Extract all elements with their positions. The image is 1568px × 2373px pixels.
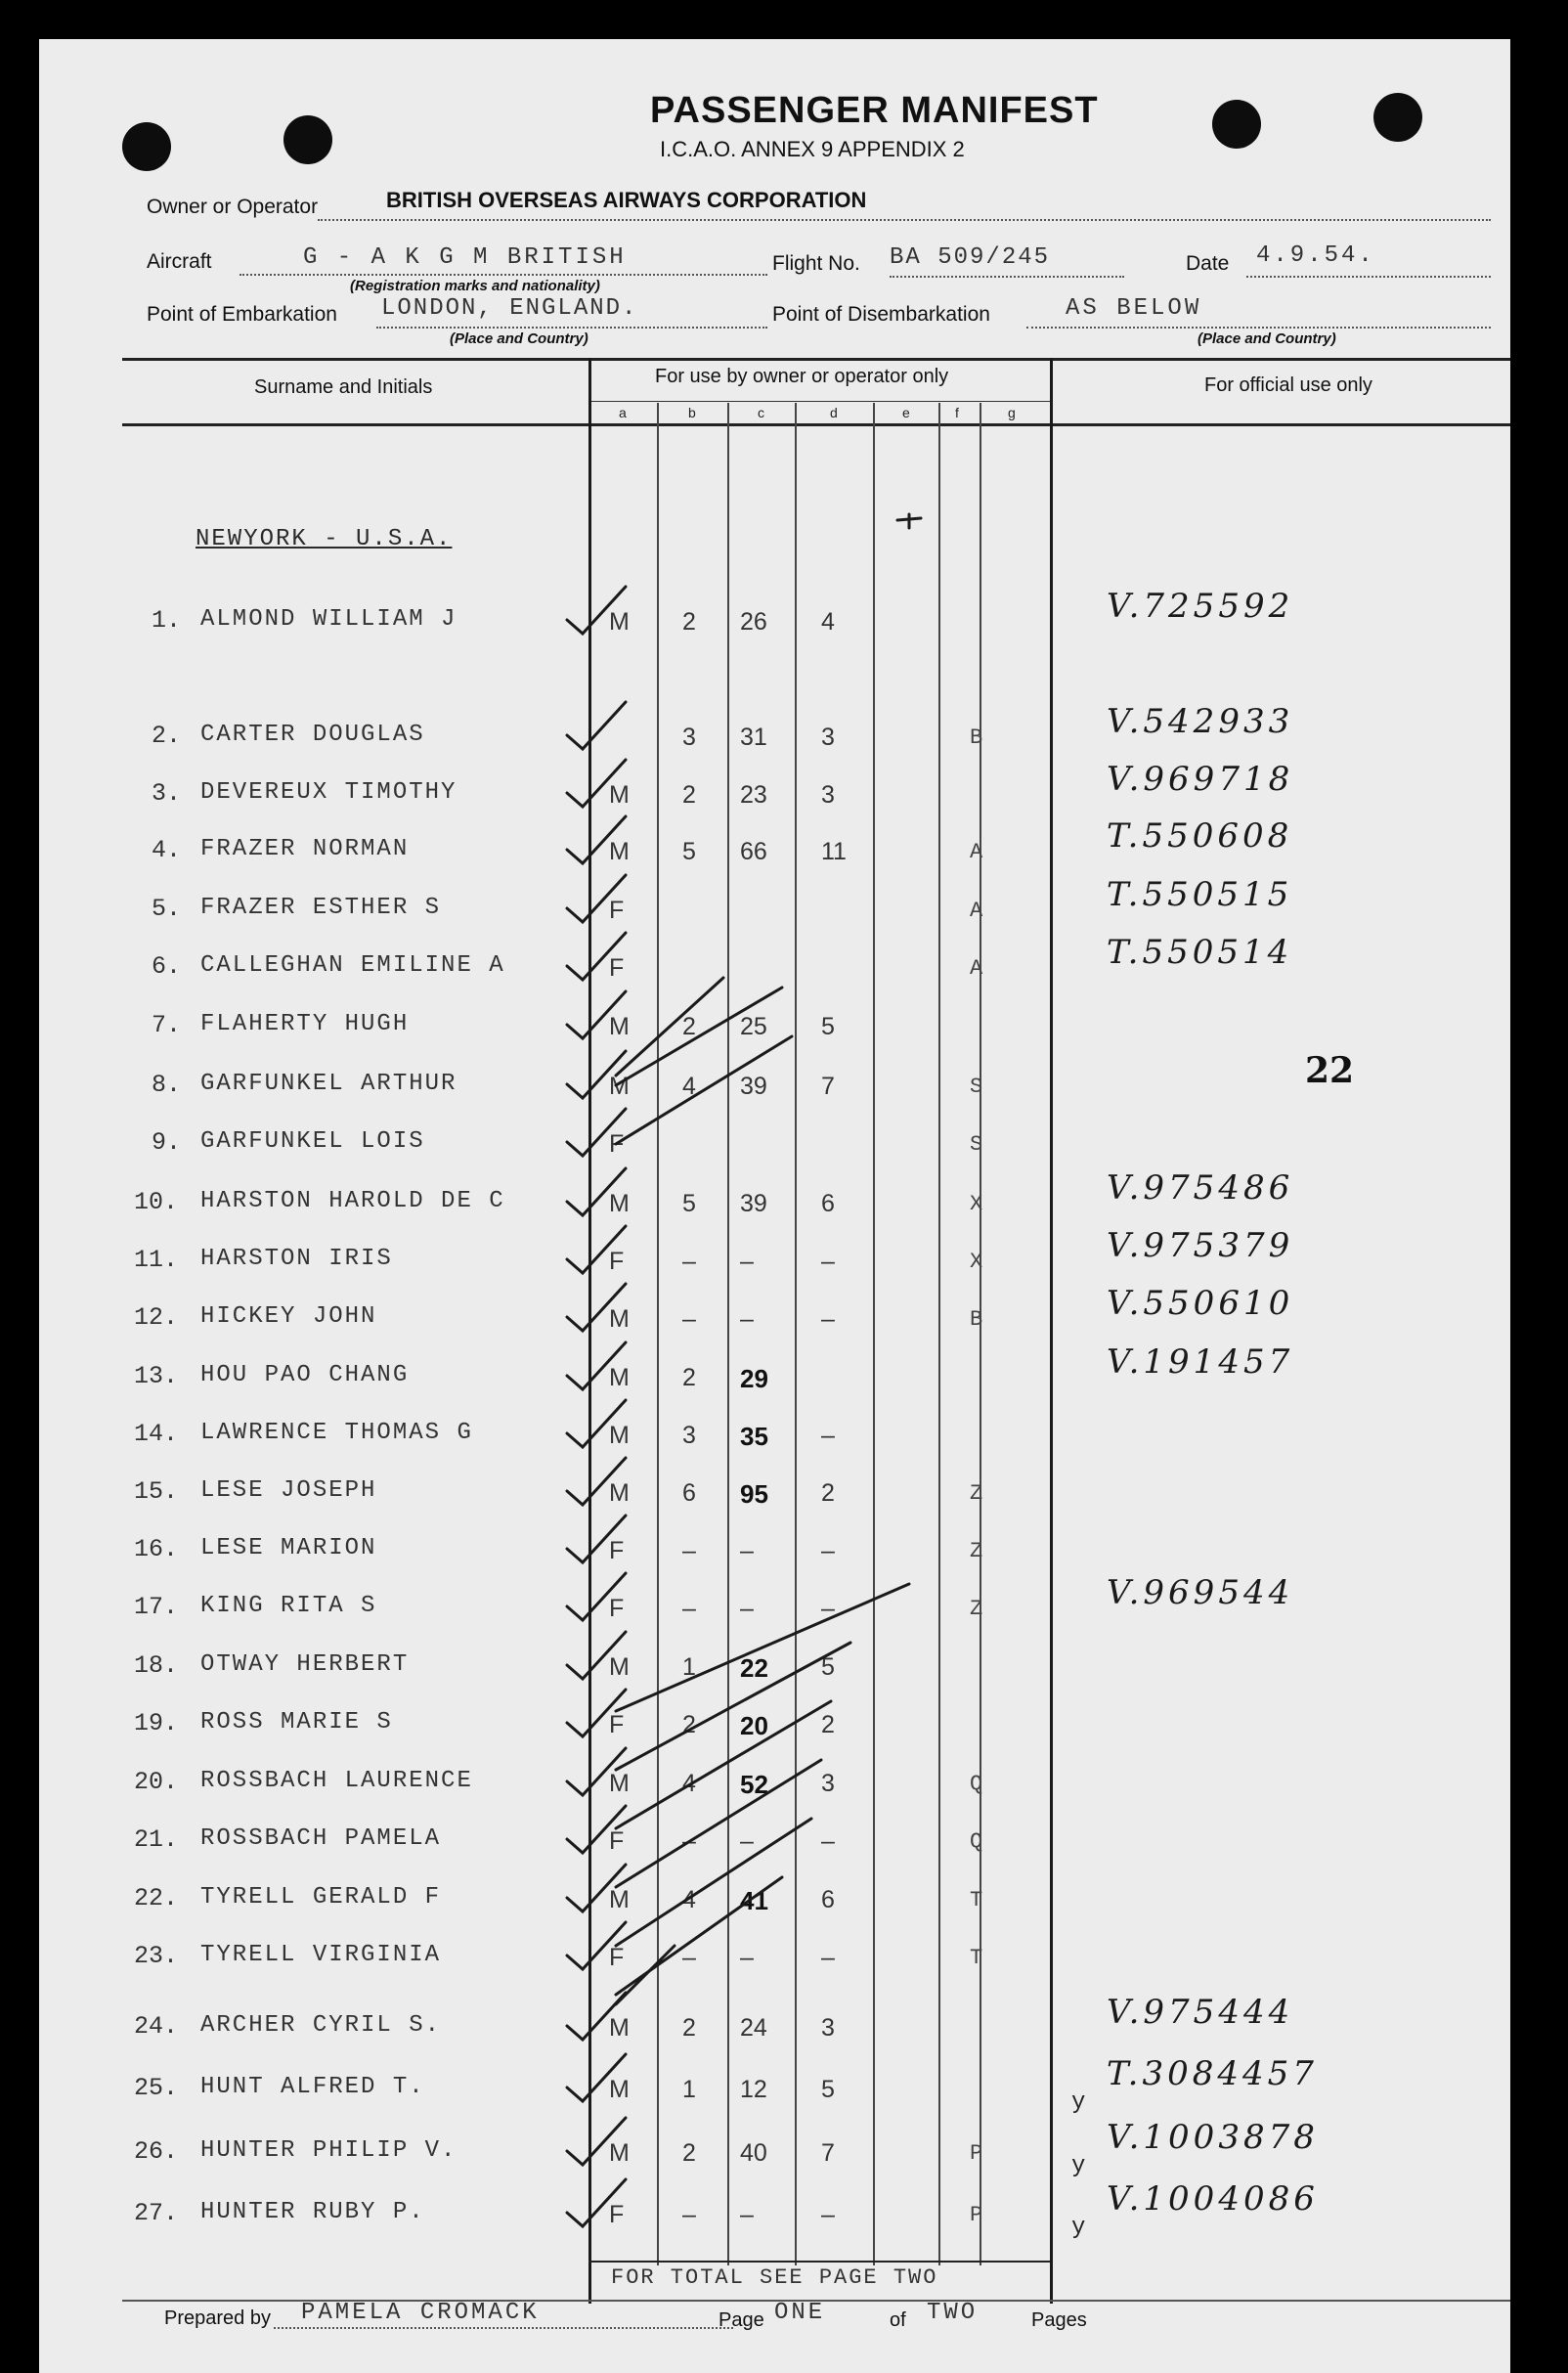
col-g-cell: y [1071,2089,1086,2116]
check-mark [567,2054,626,2101]
passenger-name: KING RITA S [200,1593,377,1619]
row-number: 19. [134,1709,179,1737]
of-value: TWO [927,2300,979,2326]
sex-cell: M [609,781,630,809]
col-f-cell: Z [970,1597,983,1621]
age-cell: 22 [740,1653,768,1683]
official-number: V.975486 [1107,1168,1294,1208]
col-f-cell: S [970,1132,983,1157]
sex-cell: M [609,2139,630,2167]
passenger-name: LESE MARION [200,1535,377,1561]
col-f-cell: Q [970,1772,983,1796]
official-number: V.550610 [1107,1284,1294,1323]
of-label: of [890,2309,906,2331]
passenger-name: HUNTER RUBY P. [200,2199,425,2225]
sex-cell: M [609,1305,630,1333]
row-number: 23. [134,1942,179,1970]
row-number: 3. [152,779,182,808]
col-b-cell: 3 [682,1422,696,1449]
col-f-cell: P [970,2203,983,2227]
check-mark [567,1632,626,1679]
col-f-cell: A [970,899,983,923]
col-d-cell: 7 [821,1073,835,1100]
page-stamp-number: 22 [1305,1050,1355,1091]
col-f-cell: T [970,1946,983,1970]
check-mark [567,1690,626,1736]
manifest-page [39,39,1510,2373]
total-note: FOR TOTAL SEE PAGE TWO [611,2265,938,2290]
passenger-name: FRAZER ESTHER S [200,895,442,921]
sex-cell: F [609,1944,625,1971]
passenger-name: HARSTON HAROLD DE C [200,1188,505,1214]
age-cell: – [740,1944,754,1971]
col-b-cell: – [682,1595,696,1622]
passenger-name: FLAHERTY HUGH [200,1011,410,1037]
col-b-cell: 6 [682,1479,696,1507]
col-b-cell: 2 [682,781,696,809]
row-number: 22. [134,1884,179,1912]
col-f-cell: X [970,1192,983,1216]
sex-cell: F [609,954,625,982]
col-b-cell: 1 [682,2076,696,2103]
col-d-cell: 3 [821,1770,835,1797]
passenger-name: TYRELL VIRGINIA [200,1942,442,1968]
col-d-cell: – [821,1537,835,1564]
col-d-cell: 6 [821,1190,835,1217]
col-b-cell: – [682,1537,696,1564]
age-cell: – [740,1305,754,1333]
official-number: V.1004086 [1107,2179,1319,2219]
passenger-name: LESE JOSEPH [200,1477,377,1504]
age-cell: 41 [740,1886,768,1915]
column-header-a: a [619,405,627,420]
passenger-name: CALLEGHAN EMILINE A [200,952,505,979]
row-number: 11. [134,1246,179,1274]
col-f-cell: P [970,2141,983,2166]
col-b-cell: 2 [682,2139,696,2167]
col-f-cell: Q [970,1829,983,1854]
official-header: For official use only [1204,374,1372,396]
sex-cell: M [609,1190,630,1217]
flight-label: Flight No. [772,252,860,275]
check-mark [567,1516,626,1562]
sex-cell: F [609,1248,625,1275]
check-mark [616,988,782,1085]
disembarkation-note: (Place and Country) [1198,330,1336,347]
owner-value: BRITISH OVERSEAS AIRWAYS CORPORATION [386,188,867,212]
age-cell: 26 [740,608,767,636]
sex-cell: M [609,1479,630,1507]
col-d-cell: – [821,1595,835,1622]
sex-cell: M [609,1013,630,1040]
check-mark [616,1760,821,1887]
col-g-cell: y [1071,2153,1086,2179]
row-number: 26. [134,2137,179,2166]
row-number: 21. [134,1825,179,1854]
col-f-cell: A [970,840,983,864]
row-number: 24. [134,2012,179,2041]
col-b-cell: 5 [682,838,696,865]
age-cell: – [740,1827,754,1855]
age-cell: – [740,2201,754,2228]
age-cell: 31 [740,724,767,751]
official-number: V.725592 [1107,587,1294,626]
check-mark [616,978,723,1076]
col-d-cell: 5 [821,1013,835,1040]
col-d-cell: – [821,1944,835,1971]
pages-label: Pages [1031,2309,1087,2331]
column-header-b: b [688,405,696,420]
check-mark [616,1877,782,1995]
sex-cell: M [609,2014,630,2042]
official-number: V.975379 [1107,1226,1294,1265]
official-number: T.550515 [1107,875,1293,914]
prepared-label: Prepared by [164,2307,271,2329]
age-cell: 29 [740,1364,768,1393]
check-mark [567,1400,626,1447]
col-f-cell: S [970,1075,983,1099]
sex-cell: M [609,1422,630,1449]
col-f-cell: B [970,1307,983,1332]
col-b-cell: 2 [682,1013,696,1040]
operator-header: For use by owner or operator only [655,366,949,387]
col-b-cell: 1 [682,1653,696,1681]
sex-cell: F [609,2201,625,2228]
passenger-name: GARFUNKEL LOIS [200,1128,425,1155]
col-b-cell: 4 [682,1770,696,1797]
age-cell: 95 [740,1479,768,1509]
passenger-name: TYRELL GERALD F [200,1884,442,1911]
row-number: 7. [152,1011,182,1039]
embarkation-note: (Place and Country) [450,330,588,347]
row-number: 16. [134,1535,179,1563]
sex-cell: F [609,1130,625,1158]
document-subtitle: I.C.A.O. ANNEX 9 APPENDIX 2 [660,137,965,161]
check-mark [567,816,626,863]
col-b-cell: 5 [682,1190,696,1217]
row-number: 27. [134,2199,179,2227]
sex-cell: M [609,2076,630,2103]
passenger-name: HUNTER PHILIP V. [200,2137,457,2164]
col-d-cell: 6 [821,1886,835,1913]
col-d-cell: – [821,1248,835,1275]
col-b-cell: 4 [682,1886,696,1913]
col-d-cell: – [821,2201,835,2228]
column-header-g: g [1008,405,1016,420]
passenger-name: ROSSBACH PAMELA [200,1825,442,1852]
flight-value: BA 509/245 [890,244,1051,271]
check-mark [567,991,626,1038]
col-d-cell: 5 [821,1653,835,1681]
col-d-cell: 11 [821,838,847,865]
col-d-cell: 3 [821,724,835,751]
sex-cell: F [609,1537,625,1564]
sex-cell: F [609,897,625,924]
sex-cell: M [609,608,630,636]
official-number: V.975444 [1107,1993,1294,2032]
check-mark [567,702,626,749]
row-number: 14. [134,1420,179,1448]
col-d-cell: 4 [821,608,835,636]
age-cell: 39 [740,1190,767,1217]
check-mark [567,875,626,922]
passenger-name: ALMOND WILLIAM J [200,606,457,633]
age-cell: 52 [740,1770,768,1799]
check-mark [567,1168,626,1215]
passenger-name: HICKEY JOHN [200,1303,377,1330]
official-number: V.542933 [1107,702,1294,741]
row-number: 10. [134,1188,179,1216]
col-d-cell: 5 [821,2076,835,2103]
sex-cell: F [609,1711,625,1738]
check-mark [567,760,626,807]
passenger-name: CARTER DOUGLAS [200,722,425,748]
check-mark [567,1573,626,1620]
passenger-name: ROSSBACH LAURENCE [200,1768,473,1794]
check-mark [567,1342,626,1389]
col-b-cell: 2 [682,608,696,636]
official-number: V.1003878 [1107,2118,1319,2157]
passenger-name: DEVEREUX TIMOTHY [200,779,457,806]
check-mark [567,1748,626,1795]
col-d-cell: 7 [821,2139,835,2167]
age-cell: – [740,1537,754,1564]
page-label: Page [719,2309,764,2331]
check-mark [567,1458,626,1505]
row-number: 8. [152,1071,182,1099]
row-number: 17. [134,1593,179,1621]
column-header-d: d [830,405,838,420]
passenger-name: LAWRENCE THOMAS G [200,1420,473,1446]
sex-cell: F [609,1595,625,1622]
col-d-cell: – [821,1305,835,1333]
row-number: 1. [152,606,182,635]
col-g-cell: y [1071,2215,1086,2241]
official-number: T.3084457 [1107,2054,1318,2093]
check-mark [567,2179,626,2226]
official-number: V.969718 [1107,760,1294,799]
embarkation-label: Point of Embarkation [147,303,337,326]
passenger-name: HOU PAO CHANG [200,1362,410,1388]
passenger-name: HARSTON IRIS [200,1246,393,1272]
column-header-e: e [902,405,910,420]
col-f-cell: Z [970,1481,983,1506]
row-number: 12. [134,1303,179,1332]
registration-note: (Registration marks and nationality) [350,278,600,294]
row-number: 25. [134,2074,179,2102]
row-number: 2. [152,722,182,750]
row-number: 5. [152,895,182,923]
col-f-cell: Z [970,1539,983,1563]
col-b-cell: – [682,1305,696,1333]
col-d-cell: – [821,1422,835,1449]
disembarkation-label: Point of Disembarkation [772,303,990,326]
row-number: 4. [152,836,182,864]
check-mark [616,1701,831,1828]
col-d-cell: 3 [821,2014,835,2042]
col-f-cell: T [970,1888,983,1912]
owner-label: Owner or Operator [147,196,319,218]
passenger-name: HUNT ALFRED T. [200,2074,425,2100]
pen-marks [39,39,1510,2373]
column-header-c: c [758,405,764,420]
age-cell: 25 [740,1013,767,1040]
col-b-cell: 3 [682,724,696,751]
row-number: 13. [134,1362,179,1390]
disembarkation-value: AS BELOW [1066,295,1202,322]
official-number: T.550514 [1107,933,1293,972]
passenger-name: ARCHER CYRIL S. [200,2012,442,2039]
age-cell: – [740,1248,754,1275]
row-number: 15. [134,1477,179,1506]
age-cell: 66 [740,838,767,865]
check-mark [616,1584,909,1711]
row-number: 9. [152,1128,182,1157]
col-b-cell: – [682,1944,696,1971]
prepared-value: PAMELA CROMACK [301,2300,540,2326]
embarkation-value: LONDON, ENGLAND. [381,295,638,322]
col-f-cell: X [970,1250,983,1274]
check-mark [567,1109,626,1156]
column-header-f: f [955,405,959,420]
destination-heading: NEWYORK - U.S.A. [196,526,453,552]
row-number: 6. [152,952,182,981]
document-title: PASSENGER MANIFEST [650,90,1099,131]
passenger-name: ROSS MARIE S [200,1709,393,1736]
date-value: 4.9.54. [1256,242,1375,269]
check-mark [567,587,626,634]
col-b-cell: – [682,1827,696,1855]
col-b-cell: 2 [682,1364,696,1391]
col-b-cell: 2 [682,2014,696,2042]
passenger-name: FRAZER NORMAN [200,836,410,862]
col-d-cell: 3 [821,781,835,809]
check-mark [567,1993,626,2040]
sex-cell: M [609,1886,630,1913]
col-d-cell: 2 [821,1711,835,1738]
age-cell: 24 [740,2014,767,2042]
col-d-cell: 2 [821,1479,835,1507]
aircraft-label: Aircraft [147,250,212,273]
sex-cell: M [609,1073,630,1100]
col-b-cell: – [682,1248,696,1275]
check-mark [616,1946,675,2004]
passenger-name: GARFUNKEL ARTHUR [200,1071,457,1097]
page-value: ONE [774,2300,826,2326]
check-mark [567,933,626,980]
col-f-cell: B [970,725,983,750]
sex-cell: M [609,1770,630,1797]
age-cell: 23 [740,781,767,809]
row-number: 18. [134,1651,179,1680]
age-cell: 35 [740,1422,768,1451]
official-number: T.550608 [1107,816,1293,856]
surname-header: Surname and Initials [254,376,433,398]
col-b-cell: 4 [682,1073,696,1100]
col-b-cell: – [682,2201,696,2228]
col-b-cell: 2 [682,1711,696,1738]
age-cell: 20 [740,1711,768,1740]
passenger-name: OTWAY HERBERT [200,1651,410,1678]
sex-cell: M [609,838,630,865]
check-mark [567,1226,626,1273]
check-mark [567,1284,626,1331]
sex-cell: F [609,1827,625,1855]
check-mark [567,2118,626,2165]
official-number: V.969544 [1107,1573,1294,1612]
sex-cell: M [609,1364,630,1391]
date-label: Date [1186,252,1230,275]
aircraft-value: G - A K G M BRITISH [303,244,627,271]
col-d-cell: – [821,1827,835,1855]
col-f-cell: A [970,956,983,981]
age-cell: 12 [740,2076,767,2103]
age-cell: – [740,1595,754,1622]
age-cell: 40 [740,2139,767,2167]
official-number: V.191457 [1107,1342,1294,1382]
age-cell: 39 [740,1073,767,1100]
sex-cell: M [609,1653,630,1681]
row-number: 20. [134,1768,179,1796]
